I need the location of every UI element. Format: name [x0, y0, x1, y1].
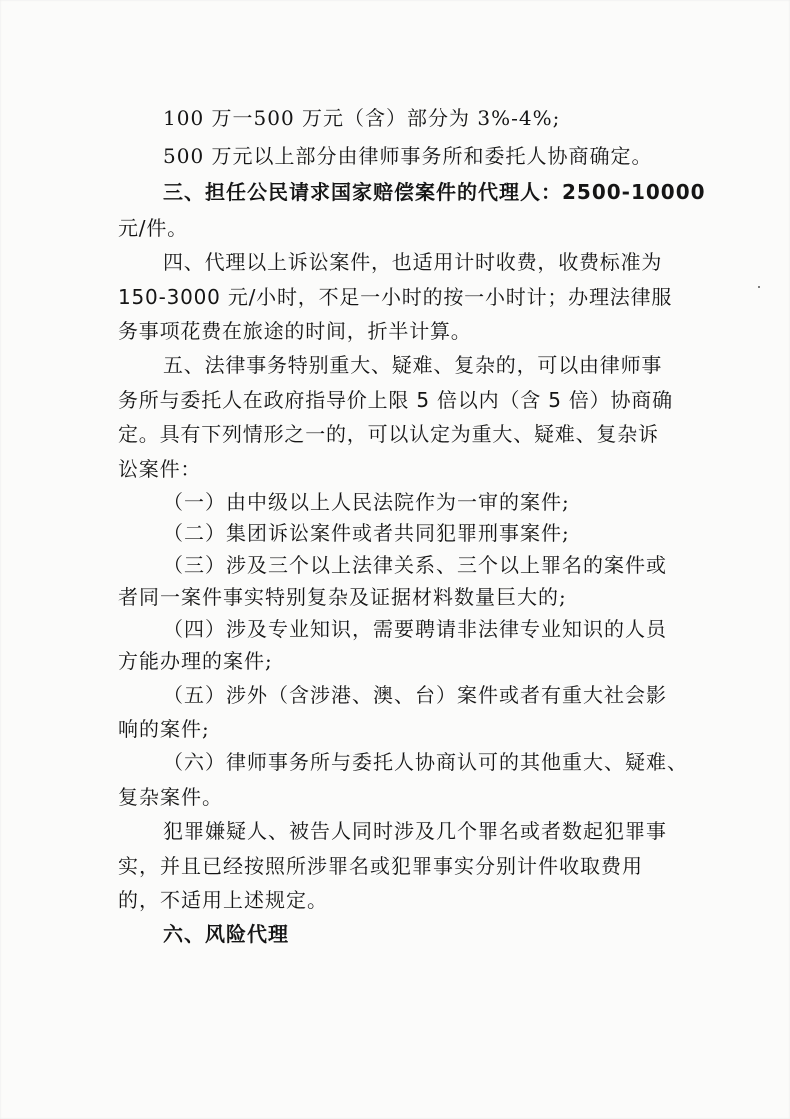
item-1: （一）由中级以上人民法院作为一审的案件; — [163, 490, 570, 514]
item-2: （二）集团诉讼案件或者共同犯罪刑事案件; — [163, 521, 570, 545]
text-line-above-500: 500 万元以上部分由律师事务所和委托人协商确定。 — [163, 144, 653, 168]
paragraph-line-2: 实，并且已经按照所涉罪名或犯罪事实分别计件收取费用 — [118, 854, 643, 878]
item-3-line-1: （三）涉及三个以上法律关系、三个以上罪名的案件或 — [163, 553, 667, 577]
paragraph-line-3: 的，不适用上述规定。 — [118, 888, 328, 912]
section-3-continuation: 元/件。 — [118, 216, 188, 240]
section-5-line-2: 务所与委托人在政府指导价上限 5 倍以内（含 5 倍）协商确 — [118, 388, 673, 412]
section-3-heading: 三、担任公民请求国家赔偿案件的代理人：2500-10000 — [163, 180, 706, 204]
section-4-line-3: 务事项花费在旅途的时间，折半计算。 — [118, 319, 472, 343]
item-5-line-1: （五）涉外（含涉港、澳、台）案件或者有重大社会影 — [163, 683, 667, 707]
item-4-line-1: （四）涉及专业知识，需要聘请非法律专业知识的人员 — [163, 617, 667, 641]
section-4-line-2: 150-3000 元/小时，不足一小时的按一小时计；办理法律服 — [118, 285, 673, 309]
section-5-line-3: 定。具有下列情形之一的，可以认定为重大、疑难、复杂诉 — [118, 422, 659, 446]
section-5-line-1: 五、法律事务特别重大、疑难、复杂的，可以由律师事 — [163, 353, 663, 377]
item-3-line-2: 者同一案件事实特别复杂及证据材料数量巨大的; — [118, 585, 567, 609]
item-4-line-2: 方能办理的案件; — [118, 649, 273, 673]
item-5-line-2: 响的案件; — [118, 717, 210, 741]
item-6-line-2: 复杂案件。 — [118, 785, 223, 809]
scan-speck — [758, 286, 760, 288]
text-line-tier-100-500: 100 万一500 万元（含）部分为 3%-4%; — [163, 106, 561, 130]
paragraph-line-1: 犯罪嫌疑人、被告人同时涉及几个罪名或者数起犯罪事 — [163, 819, 667, 843]
item-6-line-1: （六）律师事务所与委托人协商认可的其他重大、疑难、 — [163, 750, 688, 774]
section-5-line-4: 讼案件： — [118, 457, 202, 481]
section-6-heading: 六、风险代理 — [163, 922, 289, 946]
section-4-line-1: 四、代理以上诉讼案件，也适用计时收费，收费标准为 — [163, 250, 663, 274]
